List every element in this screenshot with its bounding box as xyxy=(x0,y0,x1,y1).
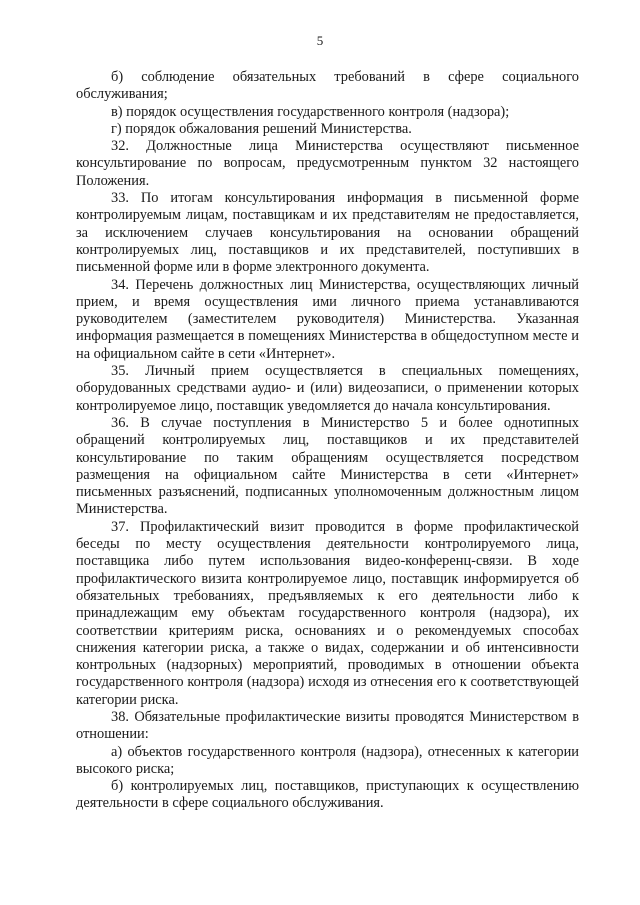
paragraph-38-b: б) контролируемых лиц, поставщиков, приступающих к осуществлению деятельности в сфере социального обслуживания. xyxy=(76,778,579,812)
paragraph-v-control-procedure: в) порядок осуществления государственного контроля (надзора); xyxy=(111,103,510,120)
paragraph-36: 36. В случае поступления в Министерство 5 и более однотипных обращений контролируемых лиц, поставщиков и их представителей консультирование по таким обращениям осуществляется посредством размещения на официальном сайте Министерства в сети «Интернет» письменных разъяснений, подписанных уполномоченным должностным лицом Министерства. xyxy=(76,414,579,518)
paragraph-b-compliance: б) соблюдение обязательных требований в сфере социального обслуживания; xyxy=(76,69,579,103)
paragraph-33: 33. По итогам консультирования информация в письменной форме контролируемым лицам, поставщикам и их представителям не предоставляется, за исключением случаев консультирования на основании обращений контролируемых лиц, поставщиков и их представителей, поступивших в письменной форме или в форме электронного документа. xyxy=(76,190,579,276)
paragraph-38-a: а) объектов государственного контроля (надзора), отнесенных к категории высокого риска; xyxy=(76,743,579,777)
paragraph-g-appeal-procedure: г) порядок обжалования решений Министерства. xyxy=(111,120,412,137)
paragraph-37: 37. Профилактический визит проводится в форме профилактической беседы по месту осуществления деятельности контролируемого лица, поставщика либо путем использования видео-конференц-связи. В ходе профилактического визита контролируемое лицо, поставщик информируется об обязательных требованиях, предъявляемых к его деятельности либо к принадлежащим ему объектам государственного контроля (надзора), их соответствии критериям риска, основаниях и о рекомендуемых способах снижения категории риска, а также о видах, содержании и об интенсивности контрольных (надзорных) мероприятий, проводимых в отношении объекта государственного контроля (надзора) исходя из отнесения его к соответствующей категории риска. xyxy=(76,518,579,708)
page-number: 5 xyxy=(316,33,324,48)
paragraph-32: 32. Должностные лица Министерства осуществляют письменное консультирование по вопросам, предусмотренным пунктом 32 настоящего Положения. xyxy=(76,138,579,189)
paragraph-34: 34. Перечень должностных лиц Министерства, осуществляющих личный прием, и время осуществления ими личного приема устанавливаются руководителем (заместителем руководителя) Министерства. Указанная информация размещается в помещениях Министерства в общедоступном месте и на официальном сайте в сети «Интернет». xyxy=(76,276,579,362)
paragraph-35: 35. Личный прием осуществляется в специальных помещениях, оборудованных средствами аудио- и (или) видеозаписи, о применении которых контролируемое лицо, поставщик уведомляется до начала консультирования. xyxy=(76,363,579,414)
paragraph-38: 38. Обязательные профилактические визиты проводятся Министерством в отношении: xyxy=(76,708,579,743)
document-body xyxy=(76,69,579,813)
